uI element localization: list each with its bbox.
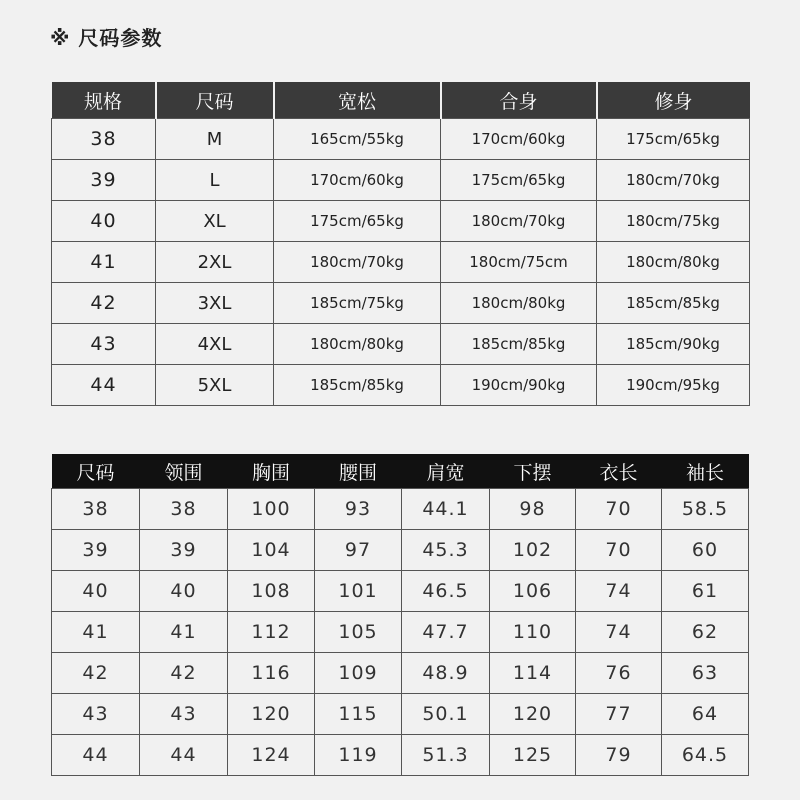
table-cell: 180cm/75kg — [597, 201, 750, 242]
table-cell: 185cm/85kg — [441, 324, 597, 365]
table-cell: 77 — [576, 694, 662, 735]
table-cell: 43 — [52, 694, 140, 735]
table-cell: 170cm/60kg — [274, 160, 441, 201]
table-cell: 180cm/80kg — [597, 242, 750, 283]
header-cell: 规格 — [52, 82, 156, 119]
table-row — [52, 365, 750, 406]
table-cell: 100 — [228, 489, 315, 530]
table-cell: 60 — [662, 530, 749, 571]
table-row — [52, 119, 750, 160]
table-cell: 112 — [228, 612, 315, 653]
table-cell: 39 — [52, 160, 156, 201]
table-row — [52, 283, 750, 324]
table-row — [52, 694, 749, 735]
table-row — [52, 242, 750, 283]
table-cell: 175cm/65kg — [597, 119, 750, 160]
table-cell: 5XL — [156, 365, 274, 406]
header-cell: 肩宽 — [402, 454, 490, 489]
table-cell: 180cm/80kg — [441, 283, 597, 324]
table-row — [52, 735, 749, 776]
table-row — [52, 489, 749, 530]
table-cell: 64 — [662, 694, 749, 735]
table-row — [52, 653, 749, 694]
table-cell: 180cm/70kg — [441, 201, 597, 242]
table-cell: 39 — [52, 530, 140, 571]
table-cell: 43 — [140, 694, 228, 735]
table-cell: 109 — [315, 653, 402, 694]
table-cell: 180cm/70kg — [597, 160, 750, 201]
table-cell: 114 — [490, 653, 576, 694]
table-cell: 124 — [228, 735, 315, 776]
table-cell: 105 — [315, 612, 402, 653]
header-cell: 宽松 — [274, 82, 441, 119]
table-cell: 120 — [490, 694, 576, 735]
table-cell: 120 — [228, 694, 315, 735]
table-cell: 41 — [140, 612, 228, 653]
header-cell: 下摆 — [490, 454, 576, 489]
table-cell: 180cm/70kg — [274, 242, 441, 283]
header-cell: 领围 — [140, 454, 228, 489]
table-cell: 185cm/75kg — [274, 283, 441, 324]
table-cell: 175cm/65kg — [441, 160, 597, 201]
table-cell: 101 — [315, 571, 402, 612]
table-header-row — [52, 82, 750, 119]
table-cell: 185cm/90kg — [597, 324, 750, 365]
table-cell: 4XL — [156, 324, 274, 365]
header-cell: 袖长 — [662, 454, 749, 489]
table-cell: 185cm/85kg — [274, 365, 441, 406]
table-cell: 70 — [576, 530, 662, 571]
table-cell: 106 — [490, 571, 576, 612]
table-cell: 42 — [140, 653, 228, 694]
table-cell: 185cm/85kg — [597, 283, 750, 324]
fit-size-table — [51, 82, 750, 406]
table-cell: 63 — [662, 653, 749, 694]
table-cell: 61 — [662, 571, 749, 612]
table-row — [52, 324, 750, 365]
table-cell: 116 — [228, 653, 315, 694]
table-row — [52, 160, 750, 201]
table-cell: 190cm/90kg — [441, 365, 597, 406]
table-cell: 38 — [140, 489, 228, 530]
table-cell: 125 — [490, 735, 576, 776]
table-cell: 190cm/95kg — [597, 365, 750, 406]
table-cell: 38 — [52, 119, 156, 160]
table-cell: 98 — [490, 489, 576, 530]
table-cell: 40 — [52, 571, 140, 612]
header-cell: 腰围 — [315, 454, 402, 489]
table-cell: 115 — [315, 694, 402, 735]
header-cell: 尺码 — [52, 454, 140, 489]
table-cell: 43 — [52, 324, 156, 365]
table-cell: 41 — [52, 612, 140, 653]
table-cell: 108 — [228, 571, 315, 612]
table-cell: 79 — [576, 735, 662, 776]
table-cell: 170cm/60kg — [441, 119, 597, 160]
table-cell: 38 — [52, 489, 140, 530]
table-cell: 44 — [140, 735, 228, 776]
table-row — [52, 530, 749, 571]
table-cell: 58.5 — [662, 489, 749, 530]
table-cell: XL — [156, 201, 274, 242]
table-cell: 44 — [52, 735, 140, 776]
header-cell: 修身 — [597, 82, 750, 119]
table-cell: 74 — [576, 571, 662, 612]
table-cell: 110 — [490, 612, 576, 653]
table-cell: 41 — [52, 242, 156, 283]
table-cell: M — [156, 119, 274, 160]
table-header-row — [52, 454, 749, 489]
header-cell: 衣长 — [576, 454, 662, 489]
table-cell: 93 — [315, 489, 402, 530]
table-cell: 2XL — [156, 242, 274, 283]
table-cell: 97 — [315, 530, 402, 571]
table-cell: 46.5 — [402, 571, 490, 612]
table-cell: 62 — [662, 612, 749, 653]
table-cell: 102 — [490, 530, 576, 571]
table-cell: 44 — [52, 365, 156, 406]
table-cell: 48.9 — [402, 653, 490, 694]
table-cell: 42 — [52, 653, 140, 694]
table-cell: 119 — [315, 735, 402, 776]
table-cell: 74 — [576, 612, 662, 653]
table-cell: 165cm/55kg — [274, 119, 441, 160]
header-cell: 尺码 — [156, 82, 274, 119]
header-cell: 合身 — [441, 82, 597, 119]
table-cell: 51.3 — [402, 735, 490, 776]
measurement-table — [51, 454, 749, 776]
header-cell: 胸围 — [228, 454, 315, 489]
table-cell: L — [156, 160, 274, 201]
table-row — [52, 571, 749, 612]
table-cell: 44.1 — [402, 489, 490, 530]
table-cell: 3XL — [156, 283, 274, 324]
table-cell: 76 — [576, 653, 662, 694]
table-cell: 47.7 — [402, 612, 490, 653]
table-cell: 42 — [52, 283, 156, 324]
table-cell: 175cm/65kg — [274, 201, 441, 242]
table-cell: 39 — [140, 530, 228, 571]
table-cell: 50.1 — [402, 694, 490, 735]
table-cell: 40 — [140, 571, 228, 612]
table-row — [52, 201, 750, 242]
table-cell: 180cm/80kg — [274, 324, 441, 365]
table-cell: 70 — [576, 489, 662, 530]
table-cell: 40 — [52, 201, 156, 242]
table-cell: 104 — [228, 530, 315, 571]
table-cell: 180cm/75cm — [441, 242, 597, 283]
table-row — [52, 612, 749, 653]
table-cell: 45.3 — [402, 530, 490, 571]
table-cell: 64.5 — [662, 735, 749, 776]
page-title: ※ 尺码参数 — [50, 26, 163, 50]
